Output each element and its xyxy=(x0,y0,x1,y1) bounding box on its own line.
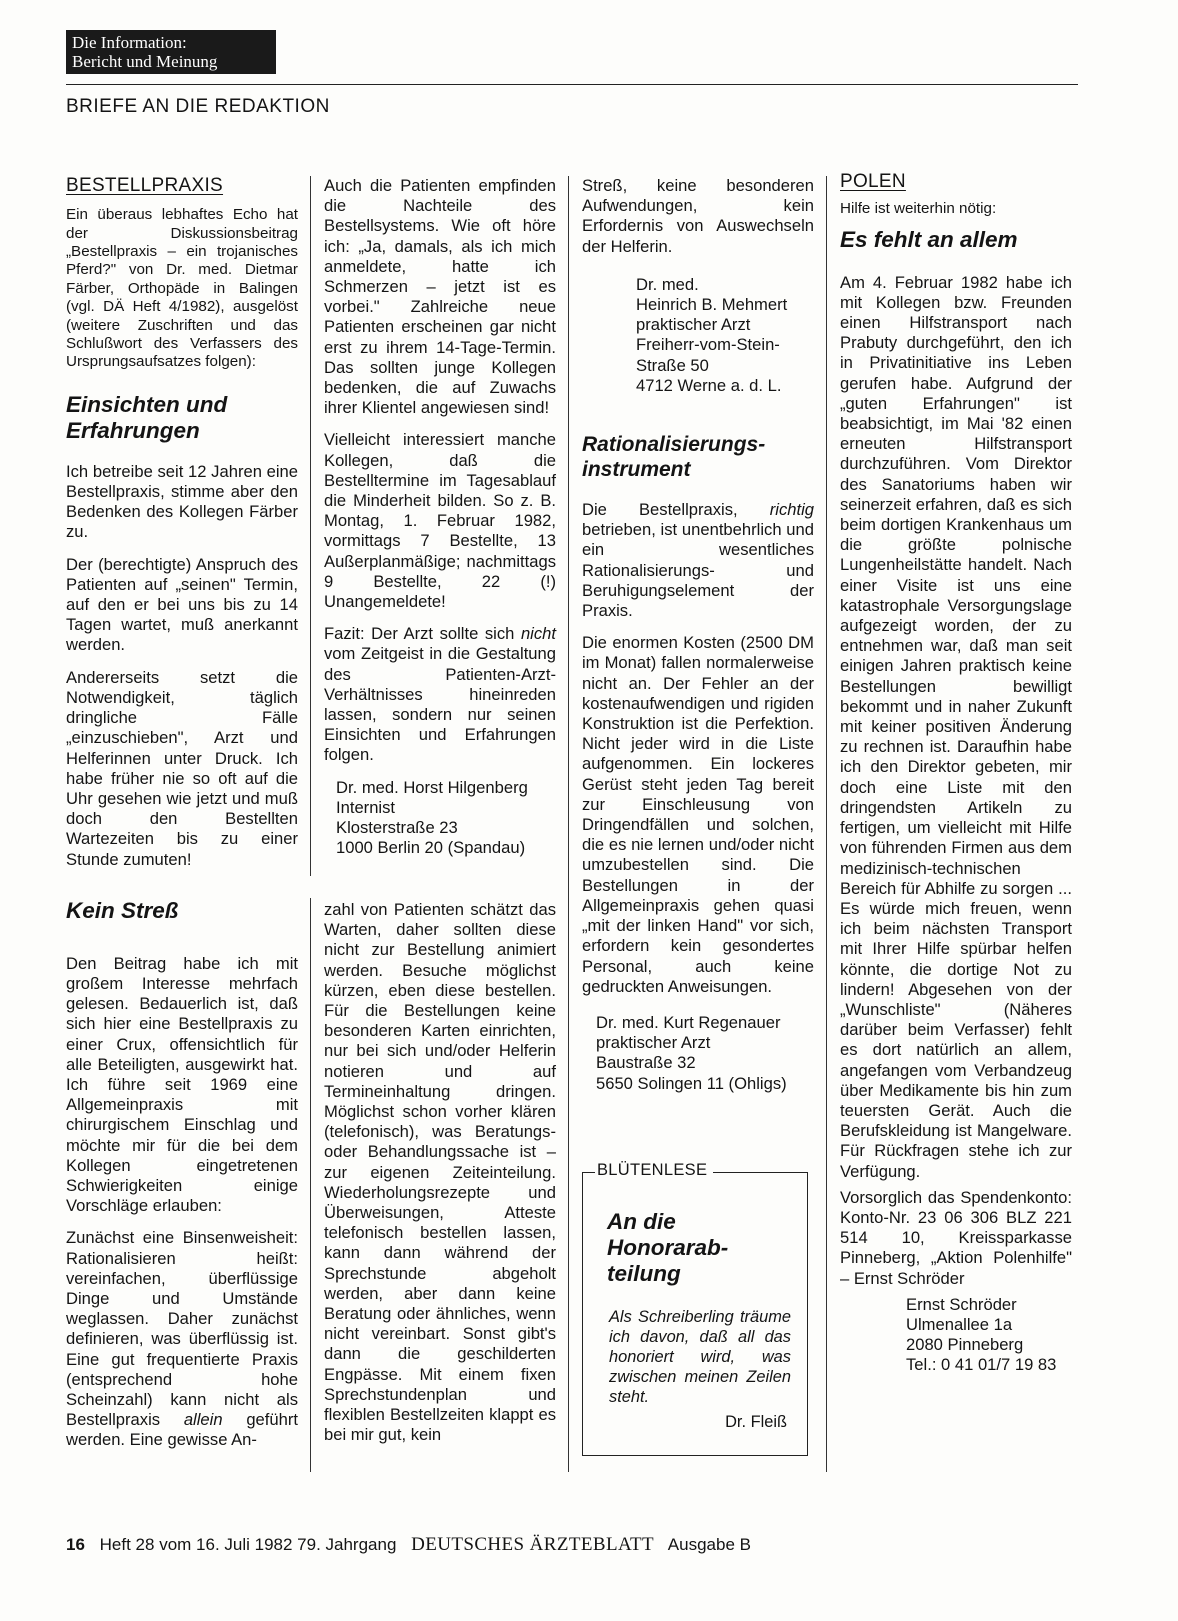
section-title: BRIEFE AN DIE REDAKTION xyxy=(66,96,330,117)
paragraph: Fazit: Der Arzt sollte sich nicht vom Zeitgeist in die Gestaltung des Patienten-Arzt-Verhältnisses hineinreden lassen, sondern nur seinen Einsichten und Erfahrungen folgen. xyxy=(324,624,556,765)
paragraph: Auch die Patienten empfinden die Nachteile des Bestellsystems. Wie oft höre ich: „Ja, damals, als ich mich anmeldete, hatte ich Schmerzen – jetzt ist es vorbei." Zahlreiche neue Patienten erscheinen gar nicht erst zu ihrem 14-Tage-Termin. Das sollten junge Kollegen bedenken, die auf Zuwachs ihrer Klientel angewiesen sind! xyxy=(324,176,556,418)
journal-name: DEUTSCHES ÄRZTEBLATT xyxy=(411,1534,654,1555)
column-divider xyxy=(310,898,311,1472)
letter-title-rationalisierung: Rationalisierungs-instrument xyxy=(582,433,766,482)
issue-info: Heft 28 vom 16. Juli 1982 79. Jahrgang xyxy=(99,1535,397,1554)
box-label: BLÜTENLESE xyxy=(595,1161,713,1180)
rubric-polen: POLEN xyxy=(840,171,906,192)
signature-schroeder: Ernst Schröder Ulmenallee 1a 2080 Pinneberg Tel.: 0 41 01/7 19 83 xyxy=(906,1294,1057,1375)
page-footer xyxy=(66,1534,751,1556)
column-3 xyxy=(582,176,814,1094)
paragraph: Die enormen Kosten (2500 DM im Monat) fallen normalerweise nicht an. Der Fehler an der kostenaufwendigen und rigiden Konstruktion ist die Perfektion. Nicht jeder wird in die Liste aufgenommen. Ein lockeres Gerüst steht jeden Tag bereit zur Einschleusung von Dringendfällen und solchen, die es nie lernen und/oder nicht umzubestellen sind. Die Bestellungen in der Allgemeinpraxis gehen quasi „mit der linken Hand" vor sich, erfordern kein gesondertes Personal, auch keine gedruckten Anweisungen. xyxy=(582,633,814,996)
box-title: An die Honorarab-teilung xyxy=(607,1209,729,1286)
paragraph: Ich betreibe seit 12 Jahren eine Bestellpraxis, stimme aber den Bedenken des Kollegen Färber zu. xyxy=(66,461,298,542)
paragraph: Den Beitrag habe ich mit großem Interesse mehrfach gelesen. Bedauerlich ist, daß sich hier eine Bestellpraxis zu einer Crux, offensichtlich für alle Beteiligten, ausgewirkt hat. Ich führe seit 1969 eine Allgemeinpraxis mit chirurgischem Einschlag und möchte mir für die bei dem Kollegen eingetretenen Schwierigkeiten einige Vorschläge erlauben: xyxy=(66,953,298,1216)
paragraph: Die Bestellpraxis, richtig betrieben, ist unentbehrlich und ein wesentliches Rationalisierungs- und Beruhigungselement der Praxis. xyxy=(582,500,814,621)
kicker-box xyxy=(66,30,276,74)
rubric-bestellpraxis: BESTELLPRAXIS xyxy=(66,175,224,196)
column-divider xyxy=(568,176,569,1472)
column-1 xyxy=(66,176,298,1463)
kicker-line-1: Die Information: xyxy=(72,33,187,52)
paragraph: Zunächst eine Binsenweisheit: Rationalisieren heißt: vereinfachen, überflüssige Dinge und Umstände weglassen. Daher zunächst definieren, was überflüssig ist. Eine gut frequentierte Praxis (entsprechend hohe Scheinzahl) kann nicht als Bestellpraxis allein geführt werden. Eine gewisse An- xyxy=(66,1228,298,1450)
paragraph: Am 4. Februar 1982 habe ich mit Kollegen bzw. Freunden einen Hilfstransport nach Prabuty durchgeführt, den ich in Privatinitiative ins Leben gerufen habe. Aufgrund der „guten Erfahrungen" ist beabsichtigt, im Mai '82 einen erneuten Hilfstransport durchzuführen. Vom Direktor des Sanatoriums haben wir seinerzeit erfahren, daß es sich beim dortigen Krankenhaus um die größte polnische Lungenheilstätte handelt. Nach einer Visite ist uns eine katastrophale Versorgungslage aufgezeigt worden, der zu entnehmen war, daß man seit einigen Jahren praktisch keine Bestellungen bewilligt bekommt und in naher Zukunft mit keiner positiven Änderung zu rechnen ist. Daraufhin habe ich den Direktor gebeten, mir doch eine Liste mit den dringendsten Artikeln zu fertigen, um vielleicht mit Hilfe von führenden Firmen aus dem medizinisch-technischen Bereich für Abhilfe zu sorgen ... Es würde mich freuen, wenn ich beim nächsten Transport mit Ihrer Hilfe spürbar helfen könnte, die dortige Not zu lindern! Abgesehen von der „Wunschliste" (Näheres darüber beim Verfasser) fehlt es dort natürlich an allem, angefangen vom Verbandzeug über Medikamente bis hin zum teuersten Gerät. Auch die Berufskleidung ist Mangelware. Für Rückfragen stehe ich zur Verfügung. xyxy=(840,272,1072,1181)
paragraph: Andererseits setzt die Notwendigkeit, täglich dringliche Fälle „einzuschieben", Arzt und Helferinnen unter Druck. Ich habe früher nie so oft auf die Uhr gesehen wie jetzt und muß doch den Bestellten Wartezeiten bis zu einer Stunde zumuten! xyxy=(66,667,298,869)
paragraph: Streß, keine besonderen Aufwendungen, kein Erfordernis von Auswechseln der Helferin. xyxy=(582,176,814,256)
letter-title-einsichten: Einsichten und Erfahrungen xyxy=(66,391,228,443)
paragraph: zahl von Patienten schätzt das Warten, daher sollten diese nicht zur Bestellung animiert werden. Besuche möglichst kürzen, eben diese bestellen. Für die Bestellungen keine besonderen Karten einrichten, nur bei sich und/oder Helferin notieren und auf Termineinhaltung dringen. Möglichst schon vorher klären (telefonisch), was Beratungs- oder Behandlungssache ist – zur eigenen Zeiteinteilung. Wiederholungsrezepte und Überweisungen, Atteste telefonisch bestellen lassen, kann dann während der Sprechstunde abgeholt werden, aber dann keine Beratung oder ähnliches, wenn nicht vereinbart. Sonst gibt's dann die geschilderten Engpässe. Mit einem fixen Sprechstundenplan und flexiblen Bestellzeiten klappt es bei mir gut, kein xyxy=(324,900,556,1445)
paragraph: Vorsorglich das Spendenkonto: Konto-Nr. 23 06 306 BLZ 221 514 10, Kreissparkasse Pinneberg, „Aktion Polenhilfe" – Ernst Schröder xyxy=(840,1187,1072,1288)
column-divider xyxy=(826,176,827,1472)
page-number: 16 xyxy=(66,1535,85,1554)
header-rule xyxy=(66,84,1078,85)
paragraph: Der (berechtigte) Anspruch des Patienten auf „seinen" Termin, auf den er bei uns bis zu 14 Tagen wartet, muß anerkannt werden. xyxy=(66,554,298,655)
column-2-continued xyxy=(324,900,556,1457)
kicker-line-2: Bericht und Meinung xyxy=(72,52,218,71)
signature-regenauer: Dr. med. Kurt Regenauer praktischer Arzt Baustraße 32 5650 Solingen 11 (Ohligs) xyxy=(596,1012,787,1093)
box-quote-author: Dr. Fleiß xyxy=(725,1413,787,1431)
letter-title-kein-stress: Kein Streß xyxy=(66,897,179,923)
column-divider xyxy=(310,176,311,876)
box-quote: Als Schreiberling träume ich davon, daß all das honoriert wird, was zwischen meinen Zeilen steht. xyxy=(609,1308,791,1406)
column-2 xyxy=(324,176,556,859)
intro-text: Ein überaus lebhaftes Echo hat der Diskussionsbeitrag „Bestellpraxis – ein trojanisches Pferd?" von Dr. med. Dietmar Färber, Orthopäde in Balingen (vgl. DÄ Heft 4/1982), ausgelöst (weitere Zuschriften und das Schlußwort des Verfassers des Ursprungsaufsatzes folgen): xyxy=(66,206,298,371)
intro-text: Hilfe ist weiterhin nötig: xyxy=(840,200,997,218)
signature-mehmert: Dr. med. Heinrich B. Mehmert praktischer Arzt Freiherr-vom-Stein- Straße 50 4712 Werne a. d. L. xyxy=(636,274,788,395)
bluetenlese-box xyxy=(582,1161,808,1456)
letter-title-es-fehlt: Es fehlt an allem xyxy=(840,226,1018,252)
paragraph: Vielleicht interessiert manche Kollegen, daß die Bestelltermine im Tagesablauf die Minderheit bilden. So z. B. Montag, 1. Februar 1982, vormittags 7 Bestellte, 13 Außerplanmäßige; nachmittags 9 Bestellte, 22 (!) Unangemeldete! xyxy=(324,430,556,612)
edition: Ausgabe B xyxy=(667,1535,751,1554)
column-4 xyxy=(840,172,1072,1376)
signature-hilgenberg: Dr. med. Horst Hilgenberg Internist Klosterstraße 23 1000 Berlin 20 (Spandau) xyxy=(336,777,528,858)
